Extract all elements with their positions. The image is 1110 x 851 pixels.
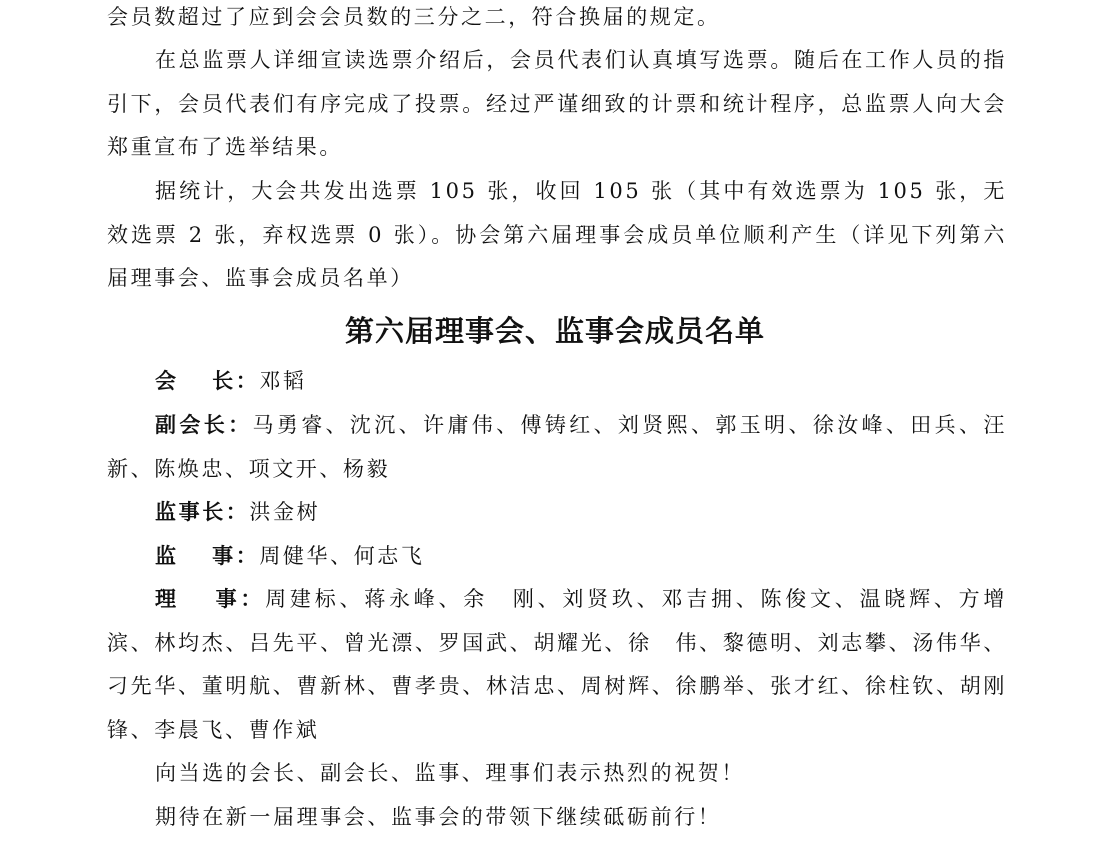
president-names: 邓韬 xyxy=(259,369,307,393)
supervisors-label: 监 事： xyxy=(155,544,260,568)
vice-presidents-entry xyxy=(107,404,1007,491)
closing-wish-line: 期待在新一届理事会、监事会的带领下继续砥砺前行！ xyxy=(155,805,722,829)
quorum-line: 会员数超过了应到会会员数的三分之二，符合换届的规定。 xyxy=(107,5,721,29)
directors-label: 理 事： xyxy=(155,587,266,611)
directors-entry xyxy=(107,578,1007,752)
chief-supervisor-names: 洪金树 xyxy=(249,500,321,524)
roster-title: 第六届理事会、监事会成员名单 xyxy=(344,314,765,348)
chief-supervisor-label: 监事长： xyxy=(155,500,250,524)
voting-paragraph: 在总监票人详细宣读选票介绍后，会员代表们认真填写选票。随后在工作人员的指引下，会员代表们有序完成了投票。经过严谨细致的计票和统计程序，总监票人向大会郑重宣布了选举结果。 xyxy=(107,48,1007,159)
supervisors-entry xyxy=(107,535,1007,579)
president-entry xyxy=(107,360,1007,404)
vice-presidents-label: 副会长： xyxy=(155,413,253,437)
president-label: 会 长： xyxy=(155,369,260,393)
statistics-paragraph: 据统计，大会共发出选票 105 张，收回 105 张（其中有效选票为 105 张，无效选票 2 张，弃权选票 0 张）。协会第六届理事会成员单位顺利产生（详见下列第六届理事会、监事会成员名单） xyxy=(107,179,1007,290)
supervisors-names: 周健华、何志飞 xyxy=(259,544,425,568)
chief-supervisor-entry xyxy=(107,491,1007,535)
vice-presidents-names: 马勇睿、沈沉、许庸伟、傅铸红、刘贤熙、郭玉明、徐汝峰、田兵、汪新、陈焕忠、项文开、杨毅 xyxy=(107,413,1007,481)
directors-names: 周建标、蒋永峰、余 刚、刘贤玖、邓吉拥、陈俊文、温晓辉、方增滨、林均杰、吕先平、曾光漂、罗国武、胡耀光、徐 伟、黎德明、刘志攀、汤伟华、刁先华、董明航、曹新林、曹孝贵、林洁忠、周树辉、徐鹏举、张才红、徐柱钦、胡刚锋、李晨飞、曹作斌 xyxy=(107,587,1008,742)
congratulations-line: 向当选的会长、副会长、监事、理事们表示热烈的祝贺！ xyxy=(155,761,745,785)
